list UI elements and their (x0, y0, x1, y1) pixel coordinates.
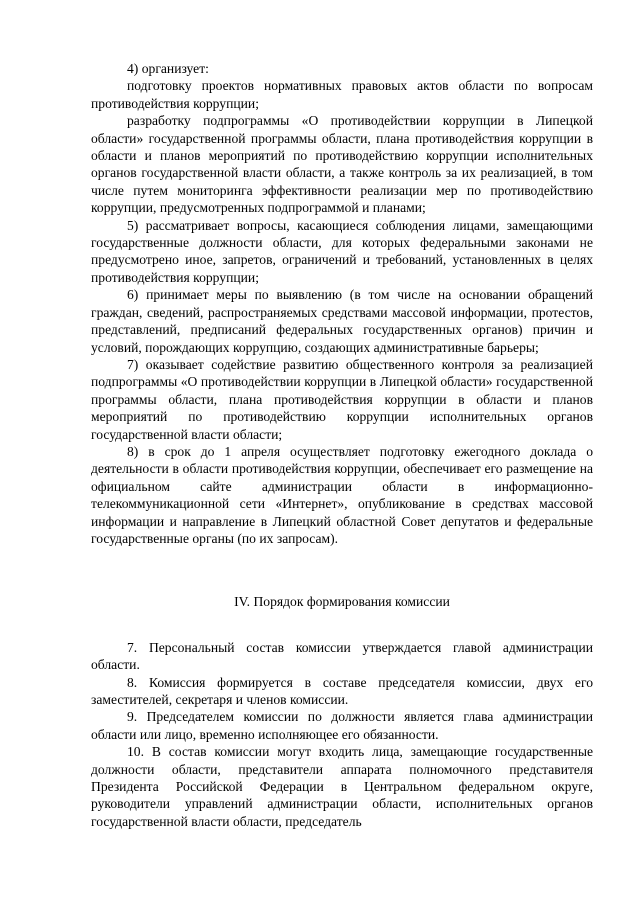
paragraph-prepare-acts: подготовку проектов нормативных правовых актов области по вопросам противодействия коррупции; (91, 78, 593, 111)
paragraph-clause-8: 8. Комиссия формируется в составе председателя комиссии, двух его заместителей, секретаря и членов комиссии. (91, 674, 593, 707)
paragraph-item-7: 7) оказывает содействие развитию общественного контроля за реализацией подпрограммы «О противодействии коррупции в Липецкой области» государственной программы области, плана противодействия коррупции в области и планов мероприятий по противодействию коррупции исполнительных органов государственной власти области; (91, 356, 593, 442)
paragraph-item-8: 8) в срок до 1 апреля осуществляет подготовку ежегодного доклада о деятельности в области противодействия коррупции, обеспечивает его размещение на официальном сайте администрации области в информационно-телекоммуникационной сети «Интернет», опубликование в средствах массовой информации и направление в Липецкий областной Совет депутатов и федеральные государственные органы (по их запросам). (91, 443, 593, 546)
paragraph-item-5: 5) рассматривает вопросы, касающиеся соблюдения лицами, замещающими государственные должности области, для которых федеральными законами не предусмотрено иное, запретов, ограничений и требований, установленных в целях противодействия коррупции; (91, 217, 593, 285)
paragraph-clause-10: 10. В состав комиссии могут входить лица, замещающие государственные должности области, представители аппарата полномочного представителя Президента Российской Федерации в Центральном федеральном округе, руководители управлений администрации области, исполнительных органов государственной власти области, председатель (91, 744, 593, 829)
paragraph-organizes: 4) организует: (127, 61, 209, 76)
paragraph-item-6: 6) принимает меры по выявлению (в том числе на основании обращений граждан, сведений, распространяемых средствами массовой информации, протестов, представлений, предписаний федеральных государственных органов) причин и условий, порождающих коррупцию, создающих административные барьеры; (91, 287, 593, 355)
section-heading: IV. Порядок формирования комиссии (234, 594, 450, 610)
paragraph-develop-subprogram: разработку подпрограммы «О противодействии коррупции в Липецкой области» государственной программы области, плана противодействия коррупции в области и планов мероприятий по противодействию коррупции исполнительных органов государственной власти области, а также контроль за их реализацией, в том числе путем мониторинга эффективности реализации мер по противодействию коррупции, предусмотренных подпрограммой и планами; (91, 113, 593, 216)
paragraph-clause-7: 7. Персональный состав комиссии утверждается главой администрации области. (91, 639, 593, 673)
paragraph-clause-9: 9. Председателем комиссии по должности является глава администрации области или лицо, временно исполняющее его обязанности. (91, 709, 593, 742)
